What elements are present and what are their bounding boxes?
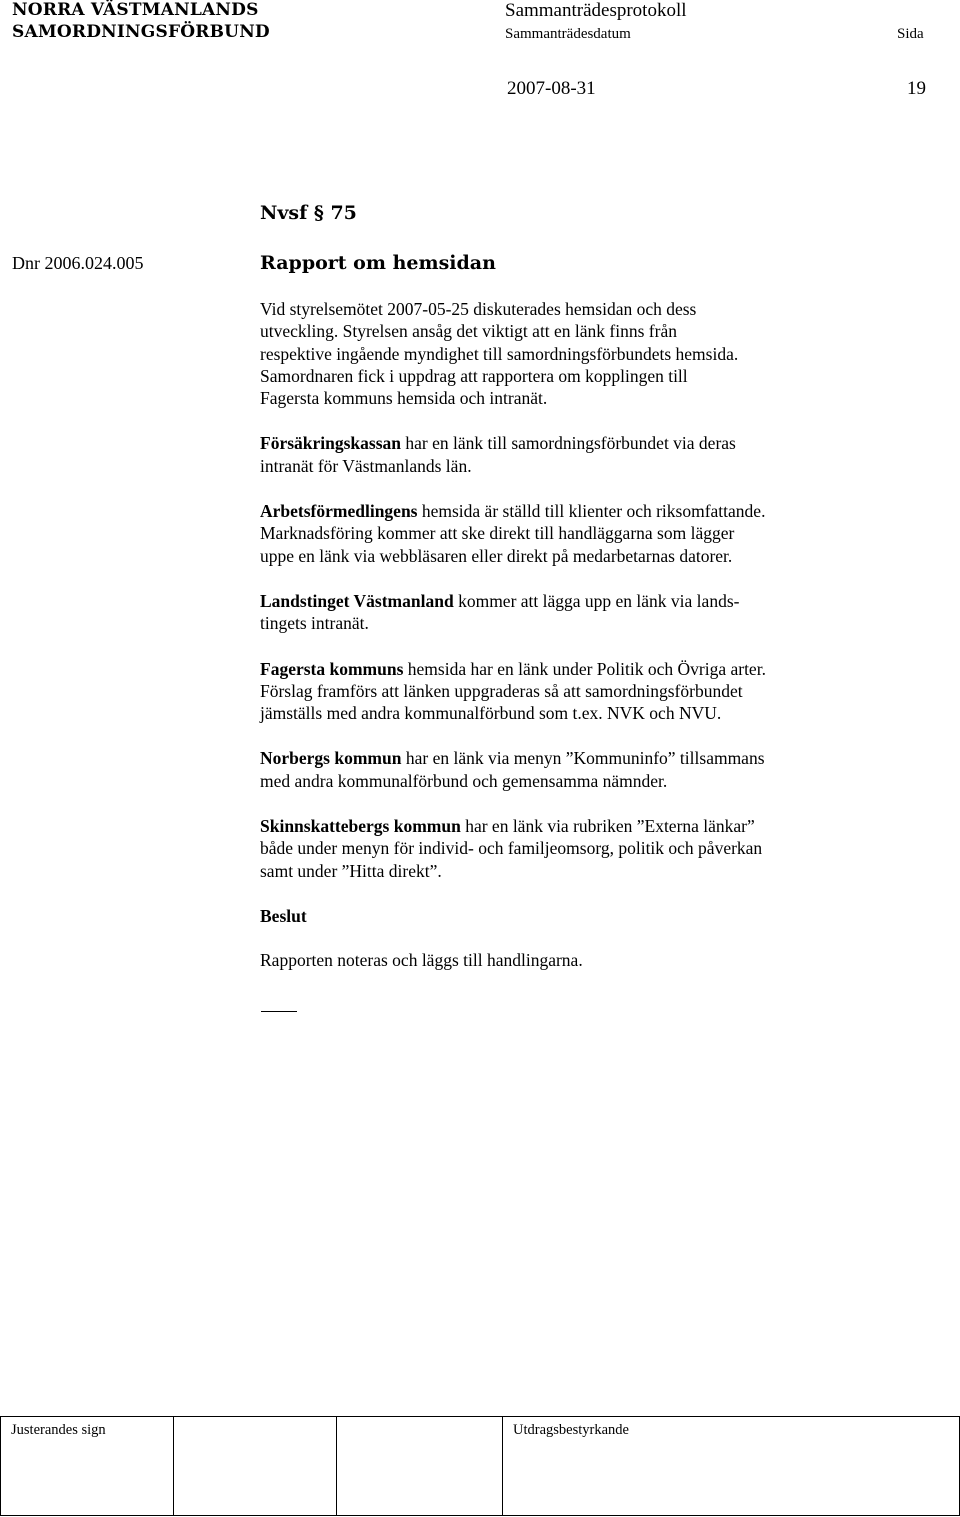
paragraph-intro: Vid styrelsemötet 2007-05-25 diskuterades hemsidan och dess utveckling. Styrelsen ansåg det viktigt att en länk finns från respektive ingående myndighet till samordningsförbundets hemsida. Samordnaren fick i uppdrag att rapportera om kopplingen till Fagersta kommuns hemsida och intranät. bbox=[260, 299, 739, 409]
sign-cell-2 bbox=[174, 1417, 337, 1516]
paragraph-ref: Nvsf § 75 bbox=[260, 202, 357, 224]
entity-name: Norbergs kommun bbox=[260, 748, 402, 769]
decision-text: Rapporten noteras och läggs till handlingarna. bbox=[260, 950, 583, 971]
section-title: Rapport om hemsidan bbox=[260, 252, 496, 274]
body-text bbox=[260, 298, 950, 995]
paragraph-arbetsformedlingen: Arbetsförmedlingens hemsida är ställd till klienter och riksomfattande. Marknadsföring kommer att ske direkt till handläggarna som lägger uppe en länk via webbläsaren eller direkt på medarbetarnas datorer. bbox=[260, 501, 766, 566]
protocol-title: Sammanträdesprotokoll bbox=[505, 0, 687, 21]
page-label: Sida bbox=[897, 26, 924, 42]
meeting-date: 2007-08-31 bbox=[507, 78, 596, 99]
justerandes-sign-cell: Justerandes sign bbox=[1, 1417, 174, 1516]
entity-name: Skinnskattebergs kommun bbox=[260, 816, 461, 837]
paragraph-fagersta: Fagersta kommuns hemsida har en länk under Politik och Övriga arter. Förslag framförs att länken uppgraderas så att samordningsförbundet jämställs med andra kommunalförbund som t.ex. NVK och NVU. bbox=[260, 658, 766, 724]
dnr-number: Dnr 2006.024.005 bbox=[12, 253, 144, 273]
end-rule bbox=[261, 1011, 297, 1012]
paragraph-landstinget: Landstinget Västmanland kommer att lägga upp en länk via lands- tingets intranät. bbox=[260, 590, 740, 634]
org-name-line2: SAMORDNINGSFÖRBUND bbox=[12, 22, 270, 42]
org-name-line1: NORRA VÄSTMANLANDS bbox=[12, 0, 259, 20]
paragraph-forsakringskassan: Försäkringskassan har en länk till samordningsförbundet via deras intranät för Västmanlands län. bbox=[260, 433, 736, 476]
entity-name: Landstinget Västmanland bbox=[260, 590, 454, 611]
utdragsbestyrkande-cell: Utdragsbestyrkande bbox=[503, 1417, 960, 1516]
entity-name: Arbetsförmedlingens bbox=[260, 501, 418, 522]
paragraph-norberg: Norbergs kommun har en länk via menyn ”Kommuninfo” tillsammans med andra kommunalförbund och gemensamma nämnder. bbox=[260, 748, 765, 791]
sign-cell-3 bbox=[337, 1417, 503, 1516]
date-label: Sammanträdesdatum bbox=[505, 26, 631, 42]
entity-name: Fagersta kommuns bbox=[260, 658, 404, 679]
page-number: 19 bbox=[907, 78, 926, 99]
entity-name: Försäkringskassan bbox=[260, 433, 402, 454]
paragraph-skinnskatteberg: Skinnskattebergs kommun har en länk via rubriken ”Externa länkar” både under menyn för individ- och familjeomsorg, politik och påverkan samt under ”Hitta direkt”. bbox=[260, 816, 763, 881]
signature-table bbox=[0, 1416, 960, 1516]
decision-heading: Beslut bbox=[260, 905, 307, 926]
